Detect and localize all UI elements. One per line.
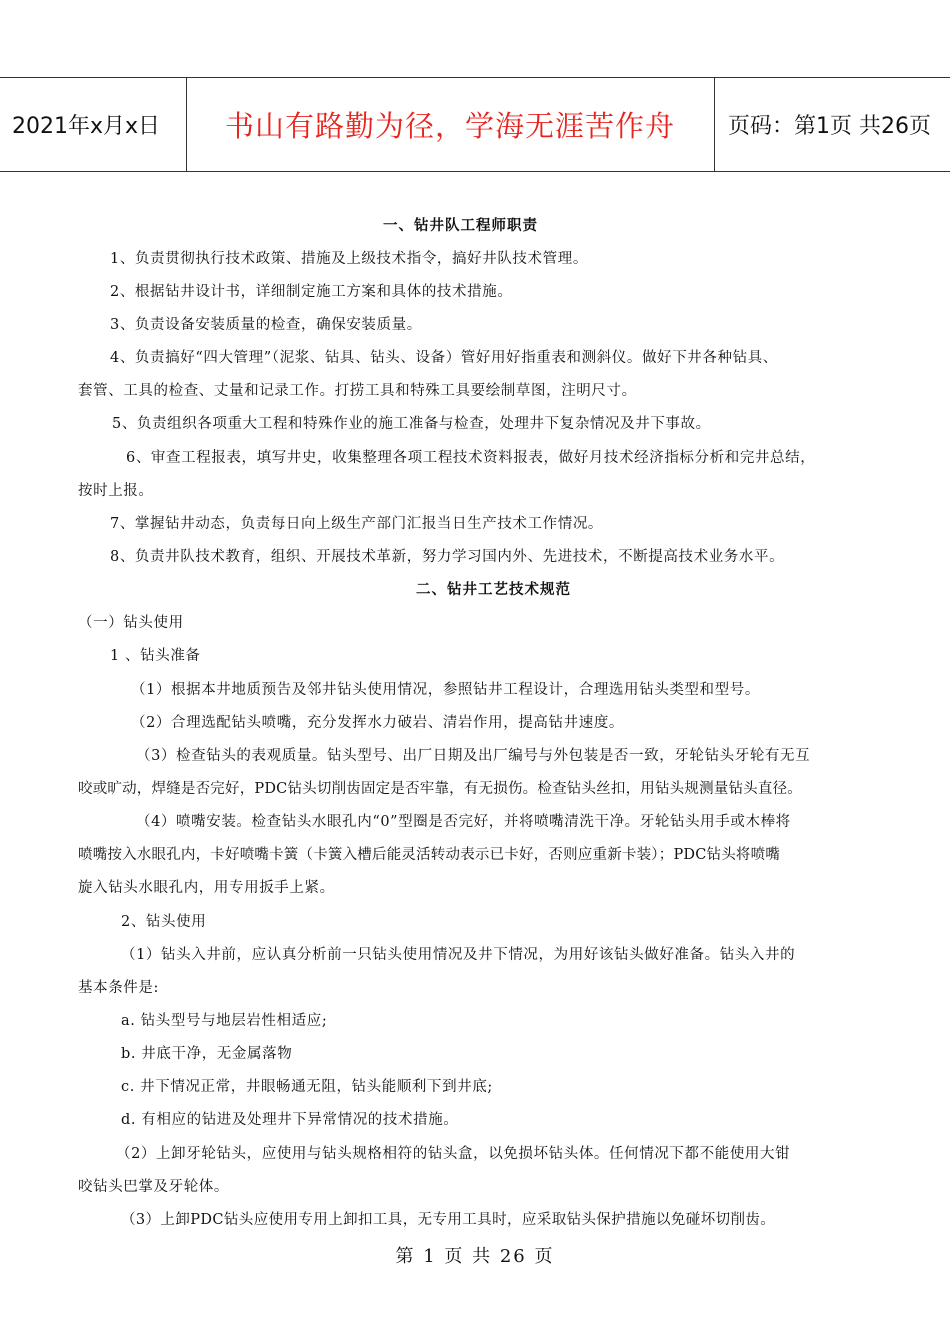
duty-item-cont: 套管、工具的检查、丈量和记录工作。打捞工具和特殊工具要绘制草图，注明尺寸。 [78,383,637,399]
duty-item: 1、负责贯彻执行技术政策、措施及上级技术指令，搞好井队技术管理。 [110,251,588,267]
header-page-label: 页码：第1页 共26页 [728,114,931,139]
paragraph-line: （4）喷嘴安装。检查钻头水眼孔内“0”型圈是否完好，并将喷嘴清洗干净。牙轮钻头用手或木棒将 [136,814,791,830]
duty-item: 5、负责组织各项重大工程和特殊作业的施工准备与检查，处理井下复杂情况及井下事故。 [112,416,711,432]
header-motto: 书山有路勤为径，学海无涯苦作舟 [224,109,675,143]
paragraph-line: 基本条件是: [78,980,159,996]
paragraph-line: （3）检查钻头的表观质量。钻头型号、出厂日期及出厂编号与外包装是否一致，牙轮钻头牙轮有无互 [136,748,811,764]
duty-item: 7、掌握钻井动态，负责每日向上级生产部门汇报当日生产技术工作情况。 [110,516,604,532]
paragraph-line: 旋入钻头水眼孔内，用专用扳手上紧。 [78,880,335,896]
paragraph-line: （3）上卸PDC钻头应使用专用上卸扣工具，无专用工具时，应采取钻头保护措施以免碰坏切削齿。 [121,1212,776,1228]
subsection-title: （一）钻头使用 [78,615,184,631]
duty-item: 8、负责井队技术教育，组织、开展技术革新，努力学习国内外、先进技术，不断提高技术业务水平。 [110,549,785,565]
list-item: d. 有相应的钻进及处理井下异常情况的技术措施。 [121,1112,459,1128]
page-footer: 第 1 页 共 26 页 [395,1246,555,1267]
subsection-heading: 2、钻头使用 [121,914,207,930]
section-title: 二、钻井工艺技术规范 [416,581,571,598]
section-title: 一、钻井队工程师职责 [383,217,538,234]
paragraph-line: （1）根据本井地质预告及邻井钻头使用情况，参照钻井工程设计，合理选用钻头类型和型号。 [131,682,760,698]
list-item: a. 钻头型号与地层岩性相适应; [121,1013,328,1029]
duty-item: 4、负责搞好“四大管理”（泥浆、钻具、钻头、设备）管好用好指重表和测斜仪。做好下井各种钻具、 [110,350,778,366]
duty-item: 6、审查工程报表，填写井史，收集整理各项工程技术资料报表，做好月技术经济指标分析和完井总结， [126,450,816,466]
paragraph-line: 咬或旷动，焊缝是否完好，PDC钻头切削齿固定是否牢靠，有无损伤。检查钻头丝扣，用钻头规测量钻头直径。 [78,781,802,797]
duty-item: 2、根据钻井设计书，详细制定施工方案和具体的技术措施。 [110,284,513,300]
list-item: c. 井下情况正常，井眼畅通无阻，钻头能顺利下到井底; [121,1079,493,1095]
page-header [0,77,950,172]
duty-item: 3、负责设备安装质量的检查，确保安装质量。 [110,317,422,333]
duty-item-cont: 按时上报。 [78,483,154,499]
paragraph-line: 咬钻头巴掌及牙轮体。 [78,1179,229,1195]
paragraph-line: （1）钻头入井前，应认真分析前一只钻头使用情况及井下情况，为用好该钻头做好准备。钻头入井的 [121,947,796,963]
list-item: b. 井底干净，无金属落物 [121,1046,293,1062]
paragraph-line: 喷嘴按入水眼孔内，卡好喷嘴卡簧（卡簧入槽后能灵活转动表示已卡好，否则应重新卡装）；PDC钻头将喷嘴 [78,847,781,863]
paragraph-line: （2）合理选配钻头喷嘴，充分发挥水力破岩、清岩作用，提高钻井速度。 [131,715,625,731]
subsection-heading: 1 、钻头准备 [110,648,201,664]
paragraph-line: （2）上卸牙轮钻头，应使用与钻头规格相符的钻头盒，以免损坏钻头体。任何情况下都不能使用大钳 [116,1146,791,1162]
header-date: 2021年x月x日 [11,114,160,139]
